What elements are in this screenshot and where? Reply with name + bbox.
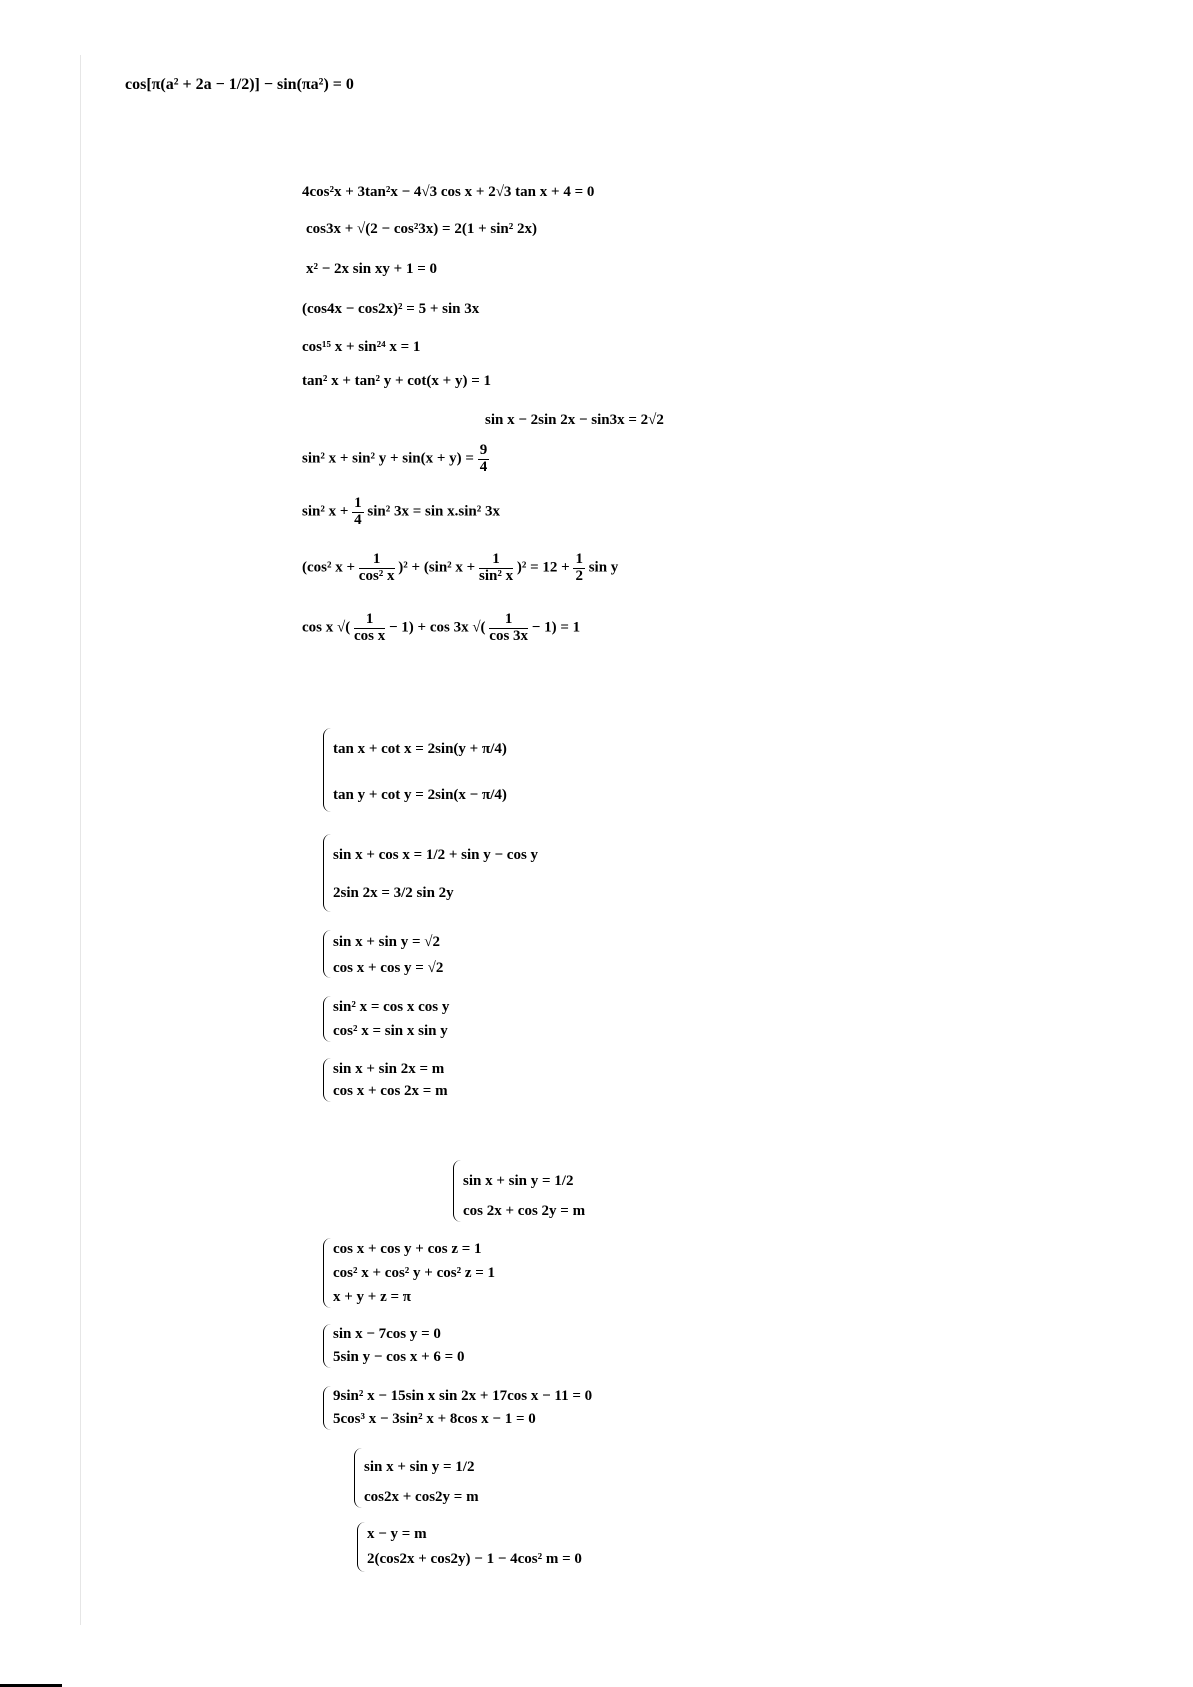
system-line: sin x + cos x = 1/2 + sin y − cos y <box>333 847 539 863</box>
equation-1: 4cos²x + 3tan²x − 4√3 cos x + 2√3 tan x + 4 = 0 <box>302 184 595 200</box>
system-line: sin x + sin y = √2 <box>333 934 441 950</box>
left-brace <box>354 1448 363 1508</box>
system-line: cos x + cos 2x = m <box>333 1083 448 1099</box>
equation-2: cos3x + √(2 − cos²3x) = 2(1 + sin² 2x) <box>306 221 537 237</box>
system-line: sin x − 7cos y = 0 <box>333 1326 441 1342</box>
system-line: 9sin² x − 15sin x sin 2x + 17cos x − 11 = 0 <box>333 1388 593 1404</box>
fraction: $\frac{1}{\text{cos x}}$ <box>353 611 386 644</box>
left-brace <box>323 1238 332 1308</box>
fraction: $\frac{1}{4}$ <box>354 495 362 528</box>
system-line: x + y + z = π <box>333 1289 412 1305</box>
system-line: tan x + cot x = 2sin(y + π/4) <box>333 741 507 757</box>
equation-6: tan² x + tan² y + cot(x + y) = 1 <box>302 373 492 389</box>
system-line: cos x + cos y = √2 <box>333 960 444 976</box>
left-brace <box>323 996 332 1042</box>
equation-3: x² − 2x sin xy + 1 = 0 <box>306 261 437 277</box>
system-line: cos x + cos y + cos z = 1 <box>333 1241 482 1257</box>
equation-9: sin² x + $\frac{1}{4}$ sin² 3x = sin x.sin² 3x <box>302 495 500 528</box>
equation-0: cos[π(a² + 2a − 1/2)] − sin(πa²) = 0 <box>125 76 354 93</box>
equation-8: sin² x + sin² y + sin(x + y) = $\frac{9}{4}$ <box>302 442 488 475</box>
equation-5: cos¹⁵ x + sin²⁴ x = 1 <box>302 339 421 355</box>
fraction: $\frac{1}{\text{sin² x}}$ <box>478 551 514 584</box>
system-line: cos² x + cos² y + cos² z = 1 <box>333 1265 496 1281</box>
left-brace <box>453 1160 462 1222</box>
equation-11: cos x √( $\frac{1}{\text{cos x}}$ − 1) + cos 3x √( $\frac{1}{\cos 3x}$ − 1) = 1 <box>302 611 581 644</box>
system-line: x − y = m <box>367 1526 427 1542</box>
system-line: 2sin 2x = 3/2 sin 2y <box>333 885 454 901</box>
system-line: cos2x + cos2y = m <box>364 1489 479 1505</box>
system-line: 5cos³ x − 3sin² x + 8cos x − 1 = 0 <box>333 1411 536 1427</box>
system-line: sin x + sin y = 1/2 <box>463 1173 574 1189</box>
left-brace <box>323 1058 332 1102</box>
system-line: 5sin y − cos x + 6 = 0 <box>333 1349 465 1365</box>
system-line: cos² x = sin x sin y <box>333 1023 448 1039</box>
equation-7: sin x − 2sin 2x − sin3x = 2√2 <box>485 412 664 428</box>
equation-10: (cos² x + $\frac{1}{\text{cos² x}}$ )² + (sin² x + $\frac{1}{\text{sin² x}}$ )² = 12 + $\frac{1}{2}$ sin y <box>302 551 619 584</box>
left-brace <box>323 728 332 812</box>
left-brace <box>323 930 332 978</box>
left-brace <box>323 834 332 912</box>
page-margin-line <box>80 55 81 1625</box>
left-brace <box>323 1386 332 1430</box>
system-line: cos 2x + cos 2y = m <box>463 1203 586 1219</box>
fraction: $\frac{9}{4}$ <box>479 442 488 475</box>
fraction: $\frac{1}{2}$ <box>575 551 583 584</box>
system-line: sin x + sin 2x = m <box>333 1061 445 1077</box>
system-line: tan y + cot y = 2sin(x − π/4) <box>333 787 507 803</box>
system-line: sin x + sin y = 1/2 <box>364 1459 475 1475</box>
system-line: sin² x = cos x cos y <box>333 999 450 1015</box>
left-brace <box>323 1324 332 1368</box>
fraction: $\frac{1}{\cos 3x}$ <box>489 611 529 644</box>
fraction: $\frac{1}{\text{cos² x}}$ <box>358 551 395 584</box>
system-line: 2(cos2x + cos2y) − 1 − 4cos² m = 0 <box>367 1551 582 1567</box>
equation-4: (cos4x − cos2x)² = 5 + sin 3x <box>302 301 480 317</box>
left-brace <box>357 1522 366 1572</box>
